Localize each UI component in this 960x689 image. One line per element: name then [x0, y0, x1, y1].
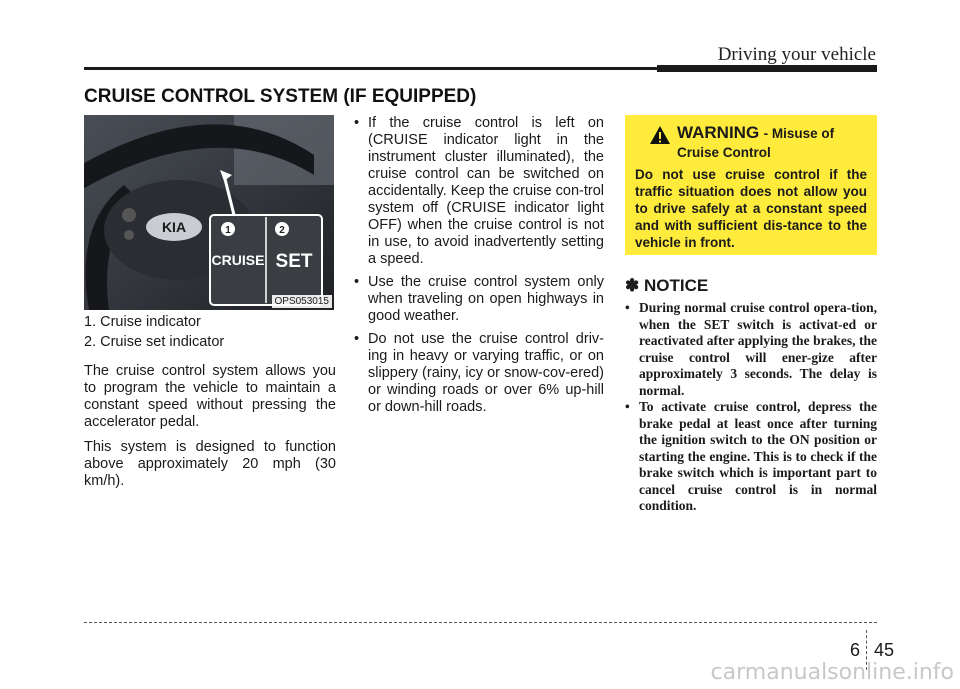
list-item: • If the cruise control is left on (CRUISE indicator light in the instrument cluster illuminated), the cruise control can be switched on accidentally. Keep the cruise con-trol system off (CRUISE indicator light OFF) when the cruise control is not in use, to avoid inadvertently setting a speed.	[354, 115, 604, 267]
list-item: • To activate cruise control, depress the brake pedal at least once after turning the ignition switch to the ON position or starting the engine. This is to check if the brake switch which is important part to cancel cruise control is in normal condition.	[625, 399, 877, 513]
bullet-marker: •	[354, 274, 360, 290]
set-button-label: SET	[275, 251, 313, 272]
list-item: • Use the cruise control system only when traveling on open highways in good weather.	[354, 274, 604, 324]
warning-title: WARNING	[677, 123, 760, 142]
warning-subtitle: - Misuse of	[763, 126, 835, 141]
paragraph-speed: This system is designed to function above approximately 20 mph (30 km/h).	[84, 439, 336, 489]
list-item: • During normal cruise control opera-tion, when the SET switch is activat-ed or reactivated after applying the brakes, the cruise control will ener-gize after approximately 3 seconds. The delay is normal.	[625, 300, 877, 398]
paragraph-intro: The cruise control system allows you to program the vehicle to maintain a constant speed without pressing the accelerator pedal.	[84, 363, 336, 430]
caption-cruise-indicator: 1. Cruise indicator	[84, 314, 201, 330]
warning-body: Do not use cruise control if the traffic situation does not allow you to drive safely at a constant speed and with sufficient dis-tance to the vehicle in front.	[635, 167, 867, 250]
section-title: CRUISE CONTROL SYSTEM (IF EQUIPPED)	[84, 86, 477, 107]
page-number-value: 45	[874, 639, 895, 660]
cruise-button-label: CRUISE	[211, 252, 265, 268]
column-1	[84, 314, 336, 498]
footer-rule	[84, 622, 877, 623]
bullet-marker: •	[625, 399, 630, 414]
marker-2: 2	[279, 225, 285, 236]
bullet-marker: •	[354, 331, 360, 347]
steering-wheel-photo	[84, 115, 334, 310]
steering-wheel-illustration	[84, 115, 334, 310]
warning-triangle-icon	[649, 125, 671, 145]
warning-header	[649, 123, 867, 145]
kia-logo: KIA	[161, 219, 187, 235]
chapter-number: 6	[850, 639, 861, 660]
list-item: • Do not use the cruise control driv-ing in heavy or varying traffic, or on slippery (rainy, icy or snow-cov-ered) or winding roads or over 6% up-hill or down-hill roads.	[354, 331, 604, 415]
bullet-marker: •	[625, 300, 630, 315]
notice-title: ✽ NOTICE	[625, 276, 709, 295]
notice-list	[625, 300, 877, 515]
bullet-marker: •	[354, 115, 360, 131]
header-rule-accent	[657, 65, 877, 72]
watermark: carmanualsonline.info	[710, 660, 954, 685]
marker-1: 1	[225, 225, 231, 236]
warning-subtitle-2: Cruise Control	[677, 145, 771, 160]
warning-box	[625, 115, 877, 255]
chapter-title: Driving your vehicle	[717, 44, 876, 65]
caption-cruise-set-indicator: 2. Cruise set indicator	[84, 334, 225, 350]
photo-code: OPS053015	[272, 295, 333, 308]
column-2	[354, 115, 604, 422]
